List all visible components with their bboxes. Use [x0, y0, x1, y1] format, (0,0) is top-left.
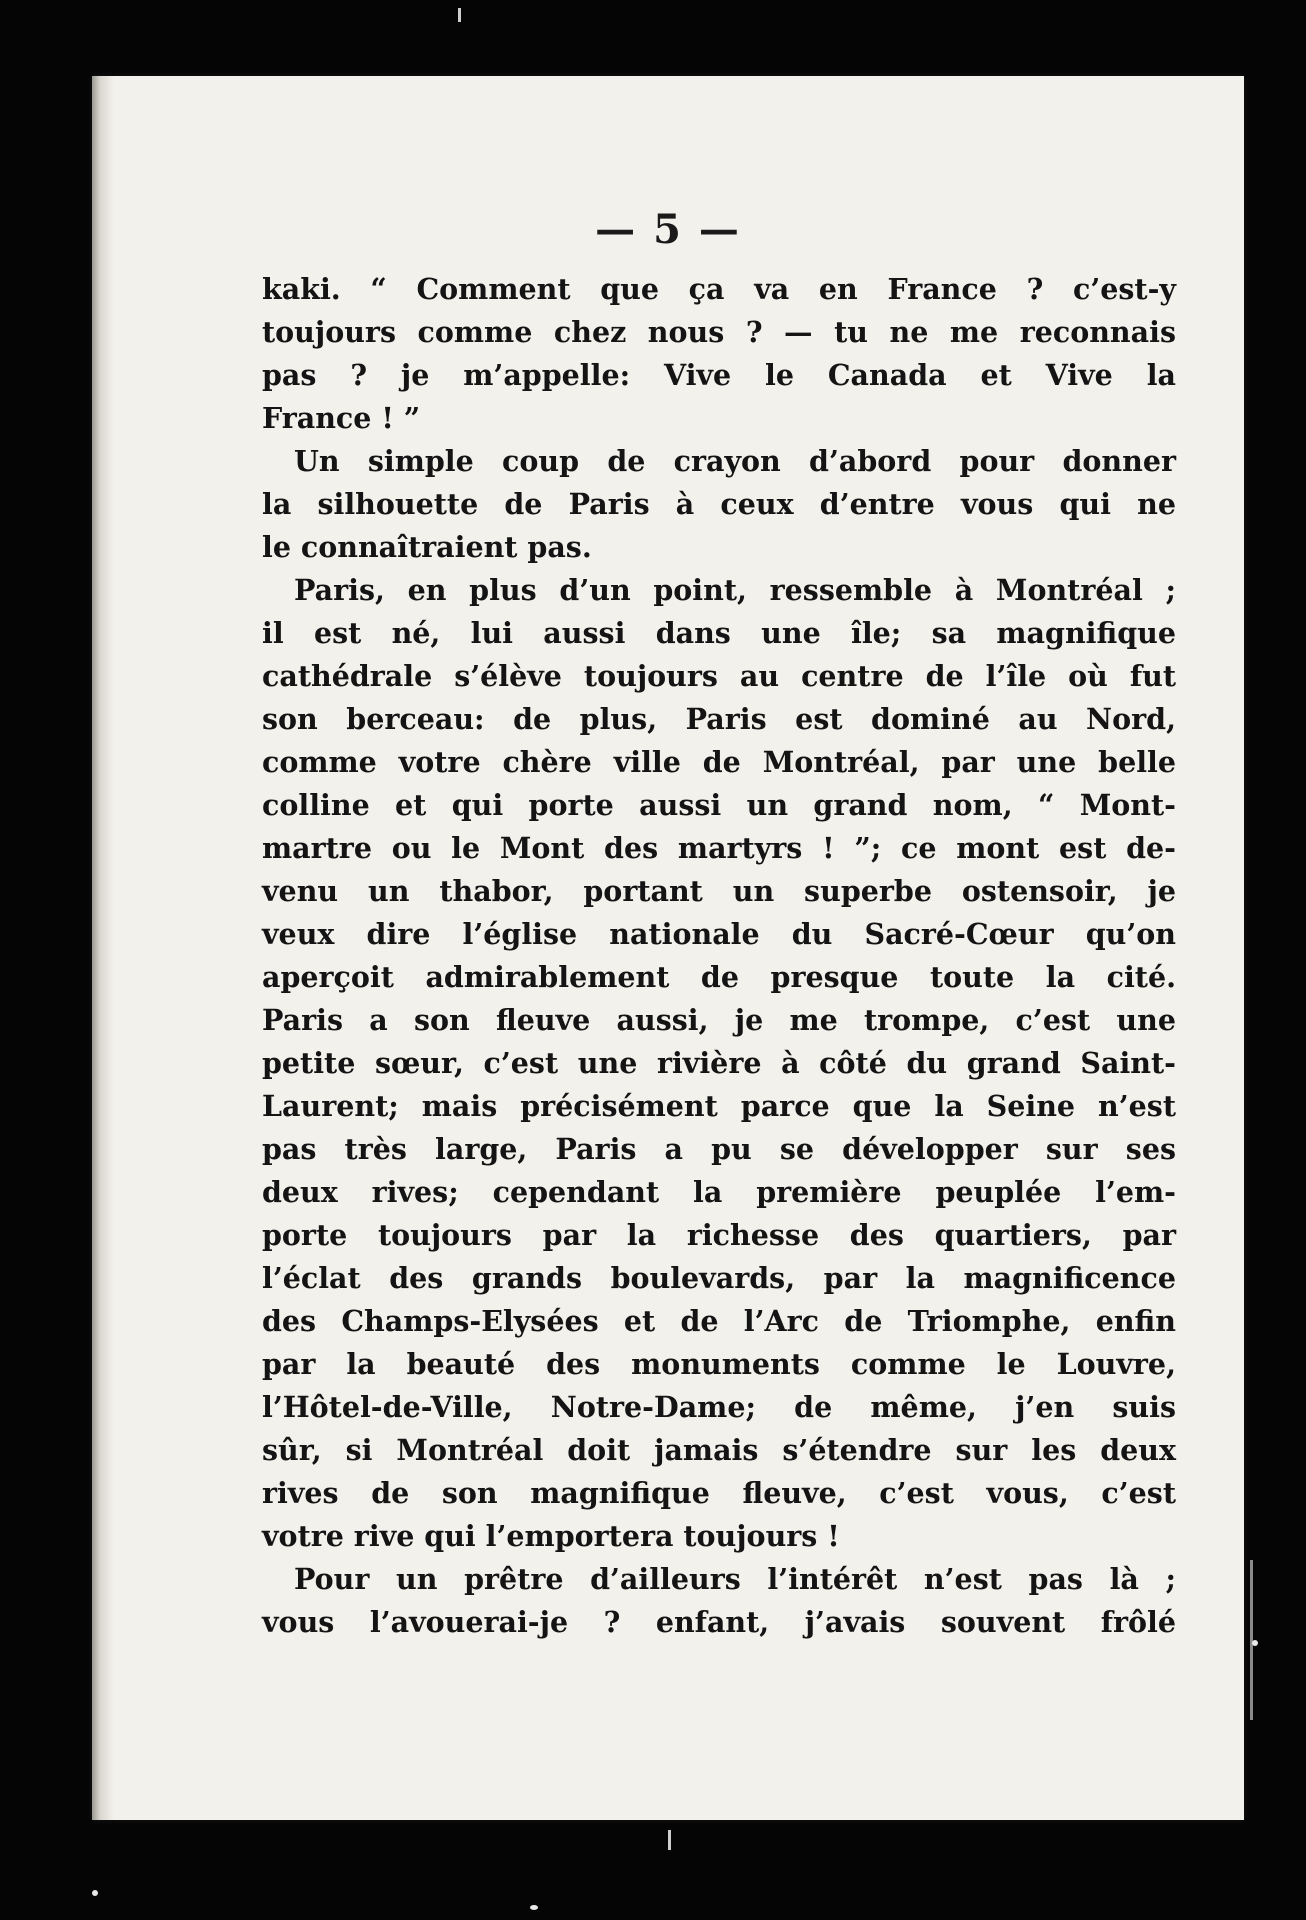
text-line: la silhouette de Paris à ceux d’entre vous qui ne — [262, 487, 1176, 521]
text-line: toujours comme chez nous ? — tu ne me reconnais — [262, 315, 1176, 349]
text-line: veux dire l’église nationale du Sacré-Cœur qu’on — [262, 917, 1176, 951]
text-line: vous l’avouerai-je ? enfant, j’avais souvent frôlé — [262, 1605, 1176, 1639]
text-line: rives de son magnifique fleuve, c’est vous, c’est — [262, 1476, 1176, 1510]
text-line: cathédrale s’élève toujours au centre de l’île où fut — [262, 659, 1176, 693]
text-line: aperçoit admirablement de presque toute la cité. — [262, 960, 1176, 994]
text-line: des Champs-Elysées et de l’Arc de Triomphe, enfin — [262, 1304, 1176, 1338]
book-page — [92, 76, 1244, 1820]
text-line: Laurent; mais précisément parce que la Seine n’est — [262, 1089, 1176, 1123]
text-line: pas ? je m’appelle: Vive le Canada et Vive la — [262, 358, 1176, 392]
text-line: kaki. “ Comment que ça va en France ? c’est-y — [262, 272, 1176, 306]
text-line: votre rive qui l’emportera toujours ! — [262, 1519, 840, 1553]
text-line: Pour un prêtre d’ailleurs l’intérêt n’est pas là ; — [294, 1562, 1176, 1596]
page-number: — 5 — — [595, 206, 741, 253]
text-line: colline et qui porte aussi un grand nom, “ Mont- — [262, 788, 1176, 822]
text-line: venu un thabor, portant un superbe ostensoir, je — [262, 874, 1176, 908]
text-line: son berceau: de plus, Paris est dominé au Nord, — [262, 702, 1176, 736]
text-line: comme votre chère ville de Montréal, par une belle — [262, 745, 1176, 779]
text-line: deux rives; cependant la première peuplée l’em- — [262, 1175, 1176, 1209]
top-edge-mark — [458, 8, 461, 22]
bottom-edge-mark — [668, 1830, 671, 1850]
speck — [92, 1890, 98, 1896]
text-line: porte toujours par la richesse des quartiers, par — [262, 1218, 1176, 1252]
text-line: l’éclat des grands boulevards, par la magnificence — [262, 1261, 1176, 1295]
text-line: Paris, en plus d’un point, ressemble à Montréal ; — [294, 573, 1176, 607]
text-line: sûr, si Montréal doit jamais s’étendre sur les deux — [262, 1433, 1176, 1467]
text-line: martre ou le Mont des martyrs ! ”; ce mont est de- — [262, 831, 1176, 865]
speck — [1252, 1640, 1258, 1646]
text-line: Paris a son fleuve aussi, je me trompe, c’est une — [262, 1003, 1176, 1037]
text-line: petite sœur, c’est une rivière à côté du grand Saint- — [262, 1046, 1176, 1080]
text-line: Un simple coup de crayon d’abord pour donner — [294, 444, 1176, 478]
text-line: il est né, lui aussi dans une île; sa magnifique — [262, 616, 1176, 650]
speck — [530, 1905, 538, 1910]
text-line: par la beauté des monuments comme le Louvre, — [262, 1347, 1176, 1381]
text-line: France ! ” — [262, 401, 421, 435]
text-line: le connaîtraient pas. — [262, 530, 592, 564]
text-line: l’Hôtel-de-Ville, Notre-Dame; de même, j’en suis — [262, 1390, 1176, 1424]
text-line: pas très large, Paris a pu se développer sur ses — [262, 1132, 1176, 1166]
body-text — [262, 268, 1176, 1644]
